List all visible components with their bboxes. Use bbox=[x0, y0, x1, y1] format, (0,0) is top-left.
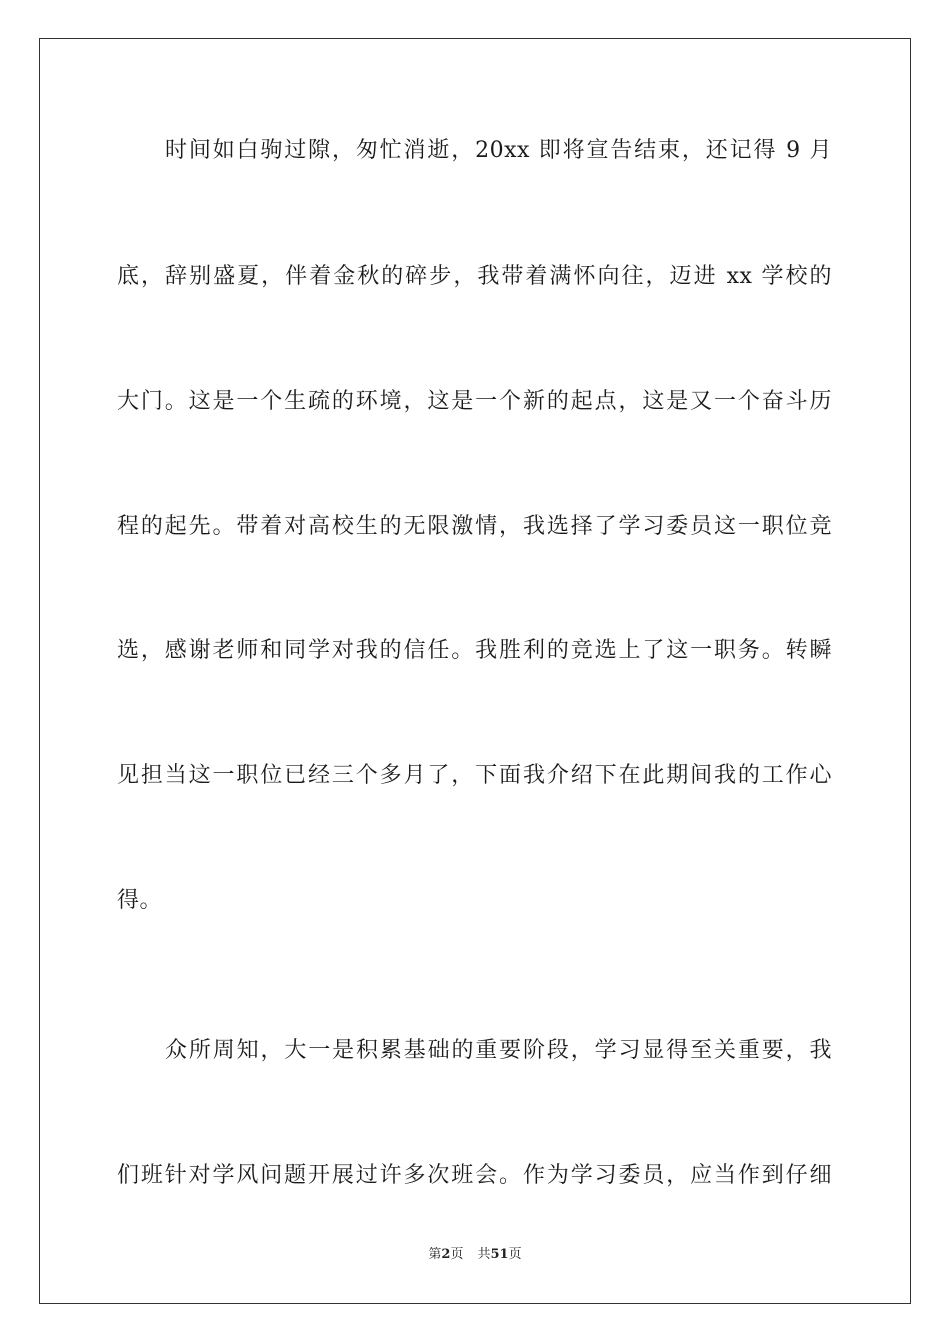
page-prefix: 第 bbox=[428, 1247, 442, 1262]
page-suffix: 页 bbox=[450, 1247, 464, 1262]
paragraph-1-line-5: 选，感谢老师和同学对我的信任。我胜利的竞选上了这一职务。转瞬 bbox=[117, 638, 832, 663]
paragraph-2-line-2: 们班针对学风问题开展过许多次班会。作为学习委员，应当作到仔细 bbox=[117, 1163, 832, 1188]
paragraph-1-line-4: 程的起先。带着对高校生的无限激情，我选择了学习委员这一职位竞 bbox=[117, 514, 832, 539]
paragraph-2-line-1: 众所周知，大一是积累基础的重要阶段，学习显得至关重要，我 bbox=[165, 1038, 832, 1063]
page-total: 51 bbox=[490, 1247, 509, 1262]
page-current: 2 bbox=[441, 1247, 451, 1262]
paragraph-1-line-1: 时间如白驹过隙，匆忙消逝，20xx 即将宣告结束，还记得 9 月 bbox=[165, 138, 832, 163]
paragraph-1-line-6: 见担当这一职位已经三个多月了，下面我介绍下在此期间我的工作心 bbox=[117, 763, 832, 788]
page-border bbox=[39, 38, 911, 1304]
paragraph-1-line-3: 大门。这是一个生疏的环境，这是一个新的起点，这是又一个奋斗历 bbox=[117, 389, 832, 414]
page-footer bbox=[0, 1246, 950, 1264]
paragraph-1-line-2: 底，辞别盛夏，伴着金秋的碎步，我带着满怀向往，迈进 xx 学校的 bbox=[117, 264, 832, 289]
paragraph-1-line-7: 得。 bbox=[117, 888, 163, 913]
total-suffix: 页 bbox=[508, 1247, 522, 1262]
total-prefix: 共 bbox=[477, 1247, 491, 1262]
